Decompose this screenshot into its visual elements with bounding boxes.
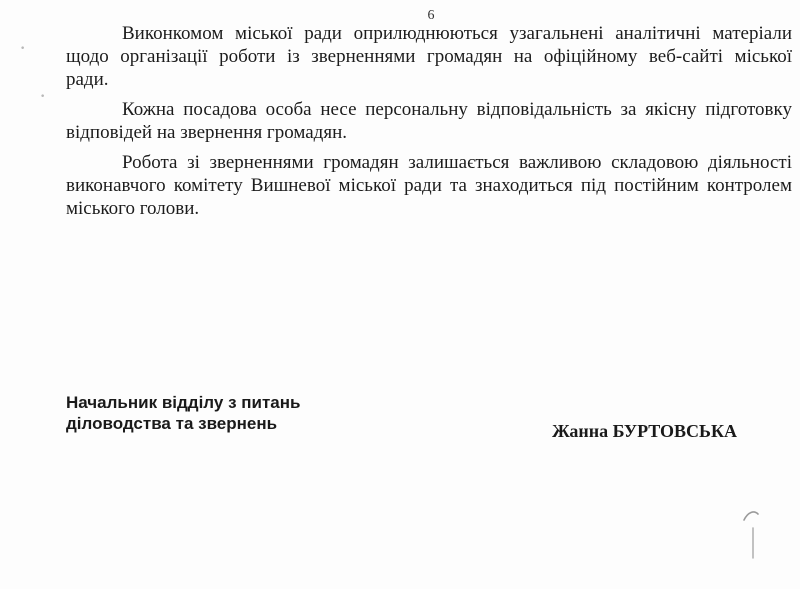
margin-speck: • bbox=[20, 44, 26, 54]
signer-name: Жанна БУРТОВСЬКА bbox=[552, 421, 738, 441]
paragraph-responsibility: Кожна посадова особа несе персональну відповідальність за якісну підготовку відповідей на звернення громадян. bbox=[66, 99, 792, 143]
paragraph-publication: Виконкомом міської ради оприлюднюються узагальнені аналітичні матеріали щодо організації роботи із зверненнями громадян на офіційному веб-сайті міської ради. bbox=[66, 23, 792, 90]
signature-position bbox=[66, 392, 300, 434]
paragraph-control: Робота зі зверненнями громадян залишається важливою складовою діяльності виконавчого комітету Вишневої міської ради та знаходиться під постійним контролем міського голови. bbox=[66, 152, 792, 219]
position-title-line-2: діловодства та звернень bbox=[66, 414, 278, 433]
page-number: 6 bbox=[427, 8, 435, 23]
margin-speck: • bbox=[40, 92, 46, 102]
position-title-line-1: Начальник відділу з питань bbox=[66, 393, 301, 412]
body-text bbox=[66, 22, 792, 227]
pen-stroke-mark bbox=[740, 506, 764, 566]
